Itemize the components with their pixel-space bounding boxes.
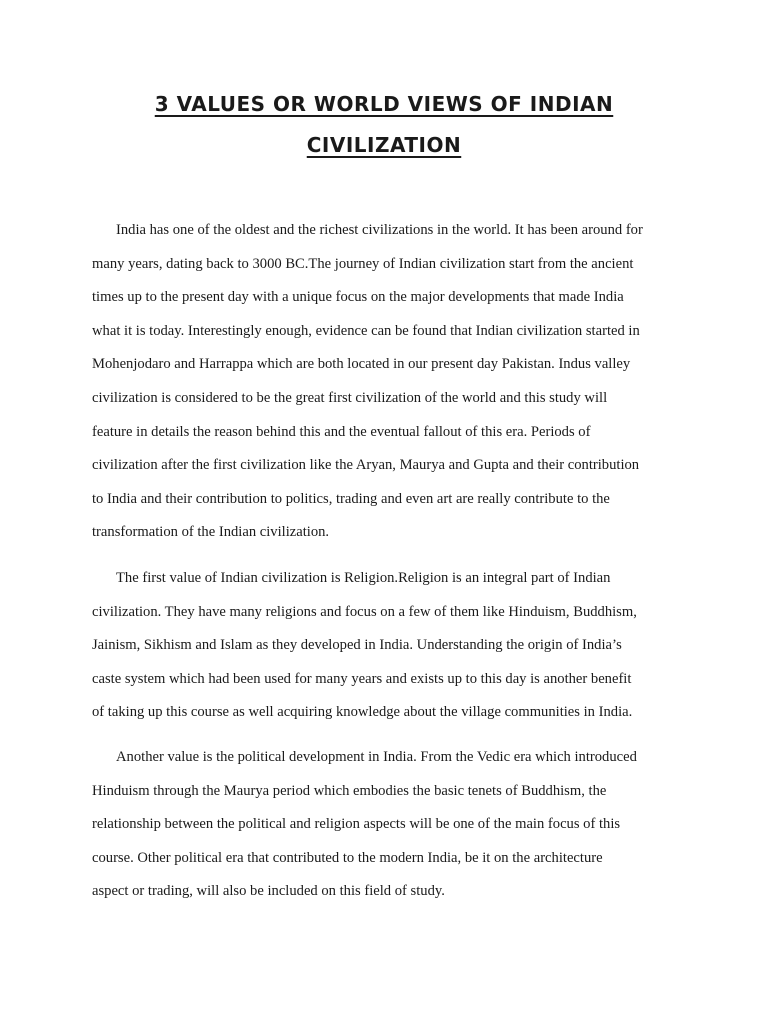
paragraph-1-line: feature in details the reason behind this and the eventual fallout of this era. Periods of: [92, 423, 591, 440]
document-title-line-1: 3 VALUES OR WORLD VIEWS OF INDIAN: [154, 92, 614, 116]
document-title-line-2: CIVILIZATION: [306, 133, 462, 157]
paragraph-2-line: of taking up this course as well acquiring knowledge about the village communities in India.: [92, 704, 633, 721]
paragraph-1-line: India has one of the oldest and the richest civilizations in the world. It has been around for: [116, 222, 643, 238]
paragraph-3-line: Another value is the political development in India. From the Vedic era which introduced: [116, 749, 637, 765]
paragraph-1-line: many years, dating back to 3000 BC.The journey of Indian civilization start from the ancient: [92, 255, 634, 272]
paragraph-3-line: relationship between the political and religion aspects will be one of the main focus of this: [92, 816, 621, 833]
paragraph-1-line: times up to the present day with a unique focus on the major developments that made India: [92, 289, 624, 306]
paragraph-1-line: to India and their contribution to politics, trading and even art are really contribute to the: [92, 490, 610, 507]
paragraph-3-line: course. Other political era that contributed to the modern India, be it on the architecture: [92, 849, 603, 866]
paragraph-2-line: civilization. They have many religions and focus on a few of them like Hinduism, Buddhism,: [92, 603, 637, 620]
paragraph-2-line: The first value of Indian civilization is Religion.Religion is an integral part of Indian: [116, 570, 611, 586]
paragraph-1-line: civilization is considered to be the great first civilization of the world and this study will: [92, 390, 608, 406]
paragraph-3-line: aspect or trading, will also be included on this field of study.: [92, 883, 445, 900]
paragraph-1-line: transformation of the Indian civilization.: [92, 524, 330, 541]
paragraph-1-line: Mohenjodaro and Harrappa which are both located in our present day Pakistan. Indus valley: [92, 356, 631, 373]
paragraph-3-line: Hinduism through the Maurya period which embodies the basic tenets of Buddhism, the: [92, 782, 607, 799]
paragraph-1-line: what it is today. Interestingly enough, evidence can be found that Indian civilization started in: [92, 322, 640, 339]
paragraph-1-line: civilization after the first civilization like the Aryan, Maurya and Gupta and their contribution: [92, 457, 640, 474]
paragraph-2-line: caste system which had been used for many years and exists up to this day is another benefit: [92, 670, 632, 687]
paragraph-2-line: Jainism, Sikhism and Islam as they developed in India. Understanding the origin of India’s: [92, 637, 622, 654]
